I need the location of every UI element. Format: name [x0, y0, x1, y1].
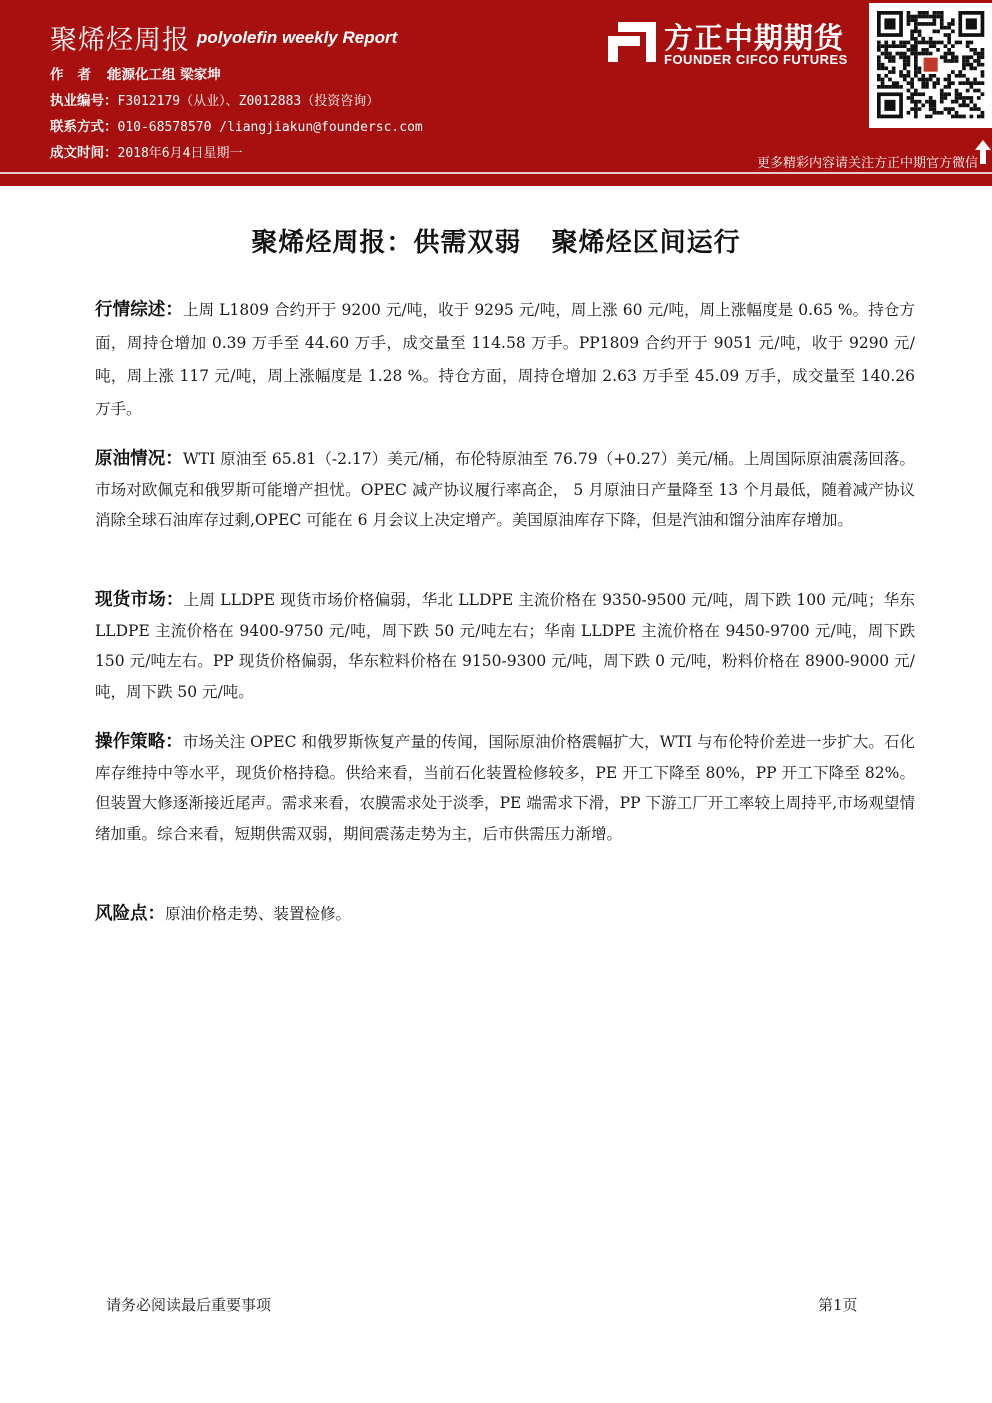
- section-text: WTI 原油至 65.81（-2.17）美元/桶，布伦特原油至 76.79（+0.27）美元/桶。上周国际原油震荡回落。市场对欧佩克和俄罗斯可能增产担忧。OPEC 减产协议履行率高企， 5 月原油日产量降至 13 个月最低，随着减产协议消除全球石油库存过剩,OPEC 可能在 6 月会议上决定增产。美国原油库存下降，但是汽油和馏分油库存增加。: [95, 450, 915, 529]
- section-label: 行情综述：: [95, 300, 184, 320]
- author-value: 能源化工组 梁家坤: [108, 67, 221, 83]
- logo-english-name: FOUNDER CIFCO FUTURES: [664, 52, 848, 67]
- license-value: F3012179（从业）、Z0012883（投资咨询）: [117, 94, 380, 109]
- wechat-follow-note: 更多精彩内容请关注方正中期官方微信: [756, 156, 978, 171]
- report-title: 聚烯烃周报: [50, 25, 190, 56]
- founder-logo-icon: [606, 18, 658, 66]
- header-divider: [0, 172, 992, 174]
- section-label: 操作策略：: [95, 732, 183, 752]
- section-text: 上周 L1809 合约开于 9200 元/吨，收于 9295 元/吨，周上涨 60 元/吨，周上涨幅度是 0.65 %。持仓方面，周持仓增加 0.39 万手至 44.60 万手，成交量至 114.58 万手。PP1809 合约开于 9051 元/吨，收于 9290 元/吨，周上涨 117 元/吨，周上涨幅度是 1.28 %。持仓方面，周持仓增加 2.63 万手至 45.09 万手，成交量至 140.26 万手。: [95, 301, 915, 418]
- date-label: 成文时间：: [50, 145, 118, 161]
- section-label: 原油情况：: [95, 449, 183, 469]
- author-row: [50, 64, 423, 90]
- license-row: [50, 90, 423, 116]
- date-row: [50, 142, 423, 168]
- section-spot-market: [95, 585, 915, 707]
- logo-chinese-name: 方正中期期货: [664, 21, 845, 55]
- section-text: 上周 LLDPE 现货市场价格偏弱，华北 LLDPE 主流价格在 9350-9500 元/吨，周下跌 100 元/吨；华东 LLDPE 主流价格在 9400-9750 元/吨，周下跌 50 元/吨左右；华南 LLDPE 主流价格在 9450-9700 元/吨，周下跌 150 元/吨左右。PP 现货价格偏弱，华东粒料价格在 9150-9300 元/吨，周下跌 0 元/吨，粉料价格在 8900-9000 元/吨，周下跌 50 元/吨。: [95, 591, 916, 701]
- license-label: 执业编号：: [50, 93, 118, 109]
- section-text: 原油价格走势、装置检修。: [165, 905, 352, 923]
- section-risk: [95, 899, 915, 930]
- report-subtitle: polyolefin weekly Report: [197, 28, 398, 47]
- contact-label: 联系方式：: [50, 119, 118, 135]
- section-strategy: [95, 727, 915, 849]
- section-text: 市场关注 OPEC 和俄罗斯恢复产量的传闻，国际原油价格震幅扩大，WTI 与布伦特价差进一步扩大。石化库存维持中等水平，现货价格持稳。供给来看，当前石化装置检修较多，PE 开工下降至 80%，PP 开工下降至 82%。但装置大修逐渐接近尾声。需求来看，农膜需求处于淡季，PE 端需求下滑，PP 下游工厂开工率较上周持平,市场观望情绪加重。综合来看，短期供需双弱，期间震荡走势为主，后市供需压力渐增。: [95, 733, 915, 843]
- report-meta: [50, 64, 423, 168]
- page-number: 第1页: [818, 1296, 858, 1314]
- report-header: [0, 0, 992, 186]
- document-title: 聚烯烃周报：供需双弱 聚烯烃区间运行: [251, 228, 741, 258]
- date-value: 2018年6月4日星期一: [117, 146, 243, 161]
- qr-code-icon: [869, 3, 992, 128]
- author-label: 作者：: [50, 67, 133, 83]
- contact-value: 010-68578570 /liangjiakun@foundersc.com: [117, 120, 423, 135]
- section-crude-oil: [95, 444, 915, 536]
- company-logo: [606, 18, 862, 68]
- wechat-qr-code: [869, 3, 992, 128]
- section-market-overview: [95, 294, 915, 426]
- section-label: 风险点：: [95, 904, 165, 924]
- section-label: 现货市场：: [95, 590, 184, 610]
- contact-row: [50, 116, 423, 142]
- footer-disclaimer-note: 请务必阅读最后重要事项: [106, 1296, 272, 1314]
